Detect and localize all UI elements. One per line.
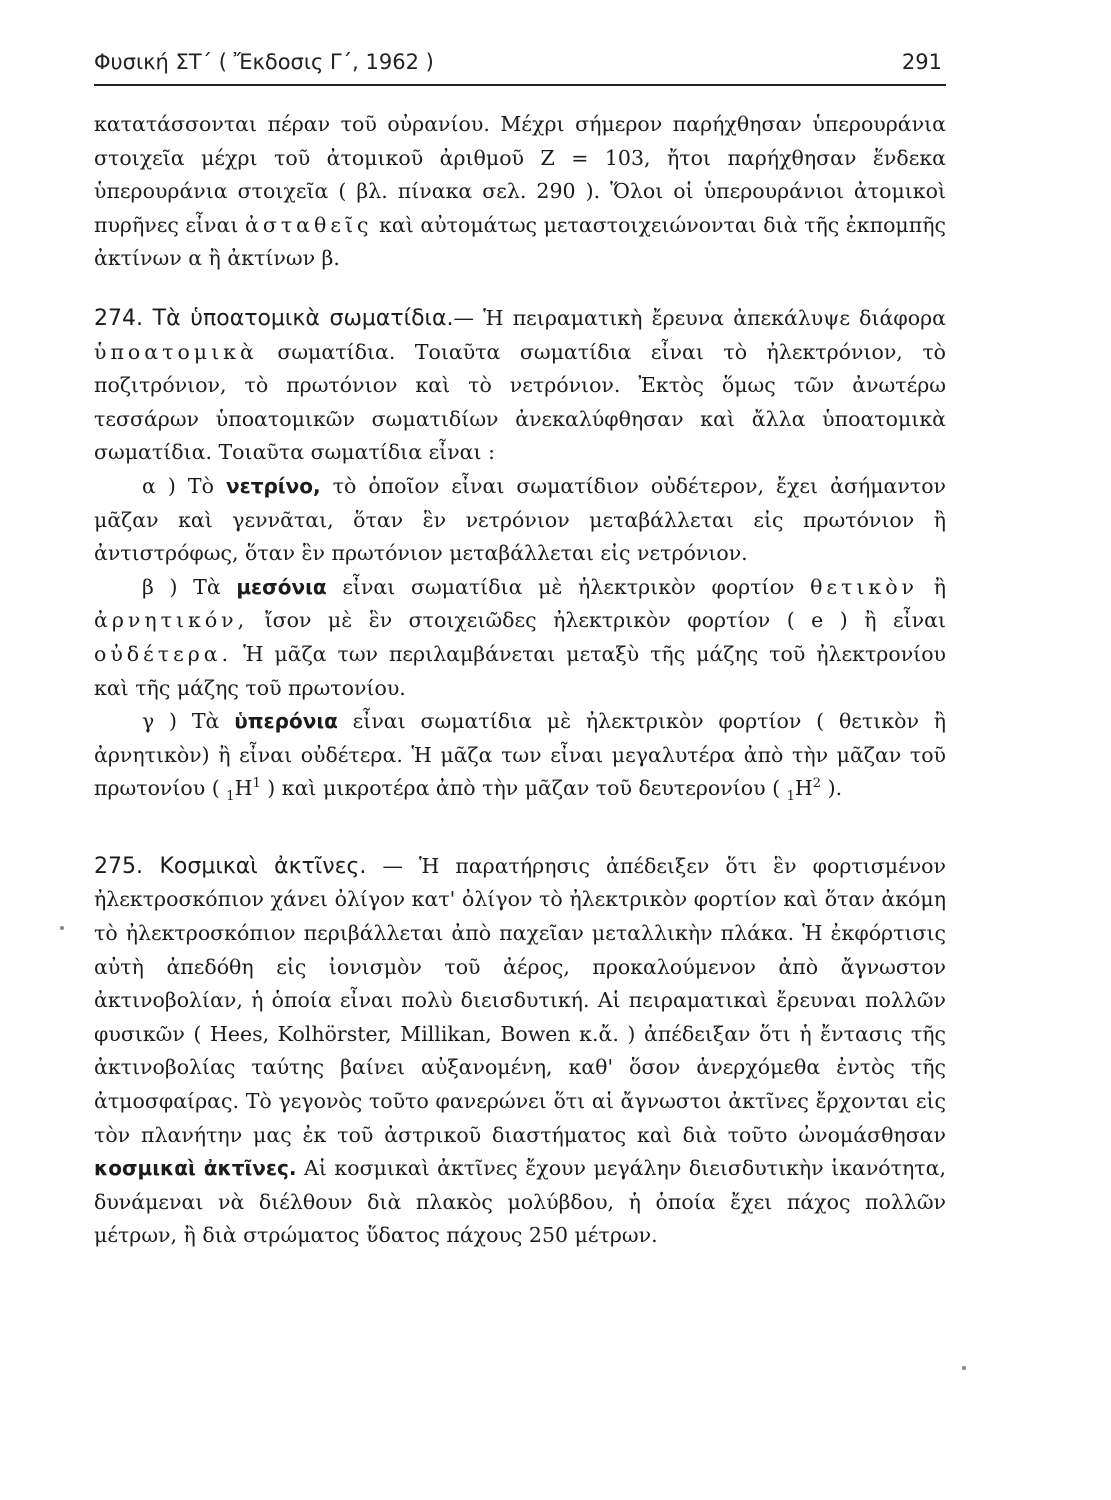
section-275-paragraph: 275. Κοσμικαὶ ἀκτῖνες. — Ἡ παρατήρησις ἀπέδειξεν ὅτι ἓν φορτισμένον ἠλεκτροσκόπιον χάνει ὀλίγον κατ' ὀλίγον τὸ ἠλεκτρικὸν φορτίον καὶ ὅταν ἀκόμη τὸ ἠλεκτροσκόπιον περιβάλλεται ἀπὸ παχεῖαν μεταλλικὴν πλάκα. Ἡ ἐκφόρτισις αὐτὴ ἀπεδόθη εἰς ἰονισμὸν τοῦ ἀέρος, προκαλούμενον ἀπὸ ἄγνωστον ἀκτινοβολίαν, ἡ ὁποία εἶναι πολὺ διεισδυτική. Αἱ πειραματικαὶ ἔρευναι πολλῶν φυσικῶν ( Hees, Kolhörster, Millikan, Bowen κ.ἄ. ) ἀπέδειξαν ὅτι ἡ ἔντασις τῆς ἀκτινοβολίας ταύτης βαίνει αὐξανομένη, καθ' ὅσον ἀνερχόμεθα ἐντὸς τῆς ἀτμοσφαίρας. Τὸ γεγονὸς τοῦτο φανερώνει ὅτι αἱ ἄγνωστοι ἀκτῖνες ἔρχονται εἰς τὸν πλανήτην μας ἐκ τοῦ ἀστρικοῦ διαστήματος καὶ διὰ τοῦτο ὠνομάσθησαν κοσμικαὶ ἀκτῖνες. Αἱ κοσμικαὶ ἀκτῖνες ἔχουν μεγάλην διεισδυτικὴν ἱκανότητα, δυνάμεναι νὰ διέλθουν διὰ πλακὸς μολύβδου, ἡ ὁποία ἔχει πάχος πολλῶν μέτρων, ἢ διὰ στρώματος ὕδατος πάχους 250 μέτρων. [94,853,946,1248]
section-274-heading: 274. Τὰ ὑποατομικὰ σωματίδια. [94,305,454,331]
emphasis-subatomic: ὑποατομικὰ [94,339,258,364]
term-neutrino: νετρίνο, [225,473,321,498]
item-hyperons: γ ) Τὰ ὑπερόνια εἶναι σωματίδια μὲ ἠλεκτρικὸν φορτίον ( θετικὸν ἢ ἀρνητικὸν) ἢ εἶναι οὐδέτερα. Ἡ μᾶζα των εἶναι μεγαλυτέρα ἀπὸ τὴν μᾶζαν τοῦ πρωτονίου ( $_1H^1$ ) καὶ μικροτέρα ἀπὸ τὴν μᾶζαν τοῦ δευτερονίου ( $_1H^2$ ). [94,709,946,805]
intro-paragraph: κατατάσσονται πέραν τοῦ οὐρανίου. Μέχρι σήμερον παρήχθησαν ὑπερουράνια στοιχεῖα μέχρι τοῦ ἀτομικοῦ ἀριθμοῦ Ζ = 103, ἤτοι παρήχθησαν ἕνδεκα ὑπερουράνια στοιχεῖα ( βλ. πίνακα σελ. 290 ). Ὅλοι οἱ ὑπερουράνιοι ἀτομικοὶ πυρῆνες εἶναι ἀσταθεῖς καὶ αὐτομάτως μεταστοιχειώνονται διὰ τῆς ἐκπομπῆς ἀκτίνων α ἢ ἀκτίνων β. [94,112,946,271]
page-number: 291 [901,50,942,74]
running-header [94,44,946,86]
section-274-intro: 274. Τὰ ὑποατομικὰ σωματίδια.— Ἡ πειραματικὴ ἔρευνα ἀπεκάλυψε διάφορα ὑποατομικὰ σωματίδια. Τοιαῦτα σωματίδια εἶναι τὸ ἠλεκτρόνιον, τὸ ποζιτρόνιον, τὸ πρωτόνιον καὶ τὸ νετρόνιον. Ἐκτὸς ὅμως τῶν ἀνωτέρω τεσσάρων ὑποατομικῶν σωματιδίων ἀνεκαλύφθησαν καὶ ἄλλα ὑποατομικὰ σωματίδια. Τοιαῦτα σωματίδια εἶναι : [94,305,946,465]
item-neutrino: α ) Τὸ νετρίνο, τὸ ὁποῖον εἶναι σωματίδιον οὐδέτερον, ἔχει ἀσήμαντον μᾶζαν καὶ γεννᾶται, ὅταν ἓν νετρόνιον μεταβάλλεται εἰς πρωτόνιον ἢ ἀντιστρόφως, ὅταν ἓν πρωτόνιον μεταβάλλεται εἰς νετρόνιον. [94,473,946,566]
section-275-heading: 275. Κοσμικαὶ ἀκτῖνες. [94,853,367,879]
scan-speck [60,926,64,930]
book-title: Φυσική ΣΤ΄ ( Ἔκδοσις Γ΄, 1962 ) [94,50,434,74]
item-mesons: β ) Τὰ μεσόνια εἶναι σωματίδια μὲ ἠλεκτρικὸν φορτίον θετικὸν ἢ ἀρνητικόν, ἴσον μὲ ἓν στοιχειῶδες ἠλεκτρικὸν φορτίον ( e ) ἢ εἶναι οὐδέτερα. Ἡ μᾶζα των περιλαμβάνεται μεταξὺ τῆς μάζης τοῦ ἠλεκτρονίου καὶ τῆς μάζης τοῦ πρωτονίου. [94,574,946,700]
term-hyperons: ὑπερόνια [234,709,338,734]
term-mesons: μεσόνια [236,574,327,599]
scan-speck [962,1366,966,1370]
page-body [94,108,946,1253]
emphasis-unstable: ἀσταθεῖς [244,212,373,237]
term-cosmic-rays: κοσμικαὶ ἀκτῖνες. [94,1156,297,1181]
